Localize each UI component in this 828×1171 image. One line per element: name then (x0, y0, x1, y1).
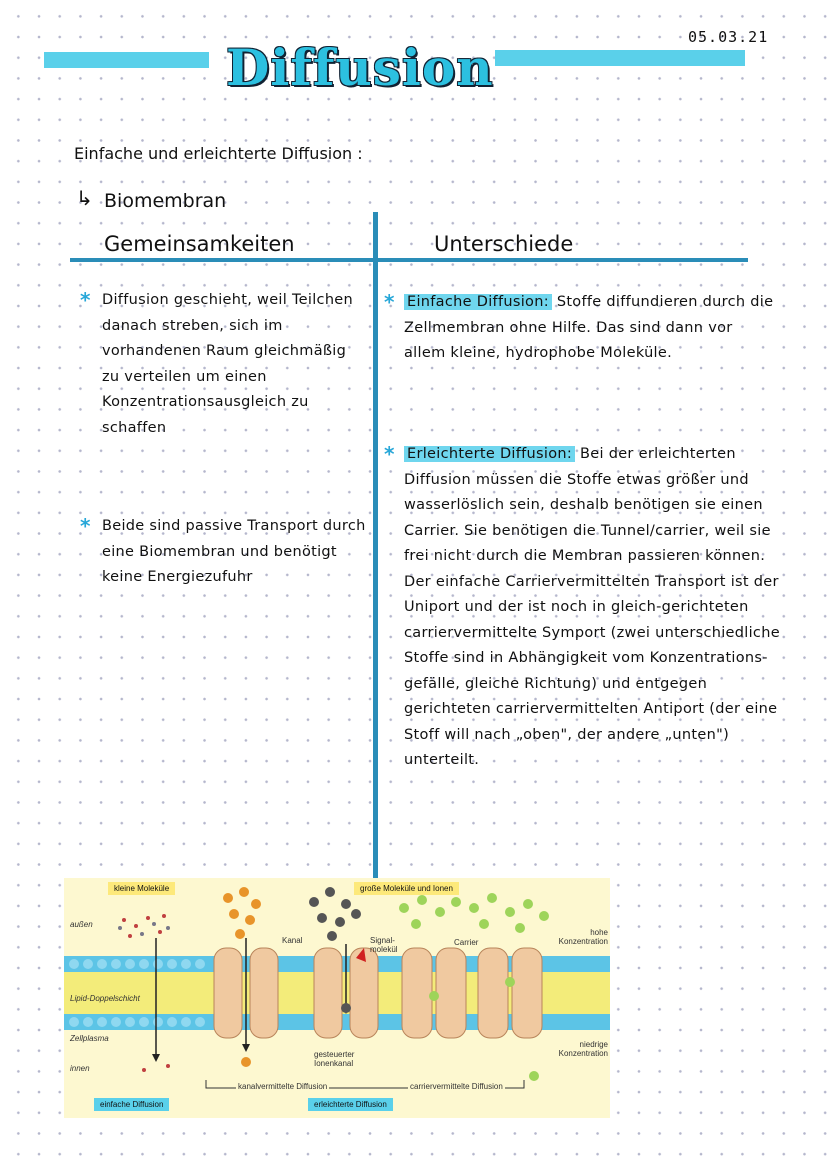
carrier-diffusion-label: carriervermittelte Diffusion (410, 1082, 503, 1091)
table-divider-horizontal (70, 258, 748, 262)
diagram-svg (64, 878, 610, 1118)
high-concentration-label: hohe Konzentration (558, 928, 608, 946)
column-heading-left: Gemeinsamkeiten (104, 232, 295, 256)
title-highlight-left (44, 52, 209, 68)
arrow-icon: ↳ (76, 186, 93, 210)
diffusion-diagram (64, 878, 610, 1118)
signal-label: Signal-molekül (370, 936, 398, 954)
term-simple: Einfache Diffusion: (404, 294, 552, 310)
large-molecules-label: große Moleküle und Ionen (354, 882, 459, 895)
inside-label: innen (70, 1064, 90, 1073)
right-point-2-text: Bei der erleichterten Diffusion müssen die Stoffe etwas größer und wasserlöslich sein, deshalb benötigen sie einen Carrier. Sie benötigen die Tunnel/carrier, weil sie frei nicht durch die Membran passieren können. Der einfache Carriervermittelten Transport ist der Uniport und der ist noch in gleich-gerichteten carriervermittelte Symport (zwei unterschiedliche Stoffe sind in Abhängigkeit vom Konzentrations-gefälle, gleiche Richtung) und entgegen gerichteten carriervermittelten Antiport (der eine Stoff will nach „oben", der andere „unten") unterteilt. (404, 446, 780, 768)
gated-channel-label: gesteuerter Ionenkanal (314, 1050, 355, 1068)
table-divider-vertical (373, 212, 378, 892)
right-point-1 (404, 290, 776, 367)
left-point-1: Diffusion geschieht, weil Teilchen danach streben, sich im vorhandenen Raum gleichmäßig zu verteilen um einen Konzentrationsausgleich zu schaffen (102, 292, 354, 436)
star-icon: * (80, 514, 91, 538)
date: 05.03.21 (688, 28, 769, 46)
title-highlight-right (495, 50, 745, 66)
column-heading-right: Unterschiede (434, 232, 574, 256)
low-concentration-label: niedrige Konzentration (558, 1040, 608, 1058)
facilitated-diffusion-tag: erleichterte Diffusion (308, 1098, 393, 1111)
left-point-2: Beide sind passive Transport durch eine Biomembran und benötigt keine Energiezufuhr (102, 518, 366, 585)
lipid-label: Lipid-Doppelschicht (70, 994, 140, 1003)
star-icon: * (384, 290, 395, 314)
term-facilitated: Erleichterte Diffusion: (404, 446, 575, 462)
channel-label: Kanal (282, 936, 303, 945)
outside-label: außen (70, 920, 93, 929)
star-icon: * (80, 288, 91, 312)
right-point-2 (404, 442, 796, 774)
simple-diffusion-tag: einfache Diffusion (94, 1098, 169, 1111)
right-point-1-text: Stoffe diffundieren durch die Zellmembran ohne Hilfe. Das sind dann vor allem kleine, hydrophobe Moleküle. (404, 294, 774, 361)
section-heading: Einfache und erleichterte Diffusion : (74, 144, 363, 163)
cytoplasm-label: Zellplasma (70, 1034, 109, 1043)
page-title: Diffusion (226, 38, 494, 97)
carrier-label: Carrier (454, 938, 479, 947)
star-icon: * (384, 442, 395, 466)
channel-diffusion-label: kanalvermittelte Diffusion (238, 1082, 328, 1091)
small-molecules-label: kleine Moleküle (108, 882, 175, 895)
section-subheading: Biomembran (104, 190, 227, 212)
